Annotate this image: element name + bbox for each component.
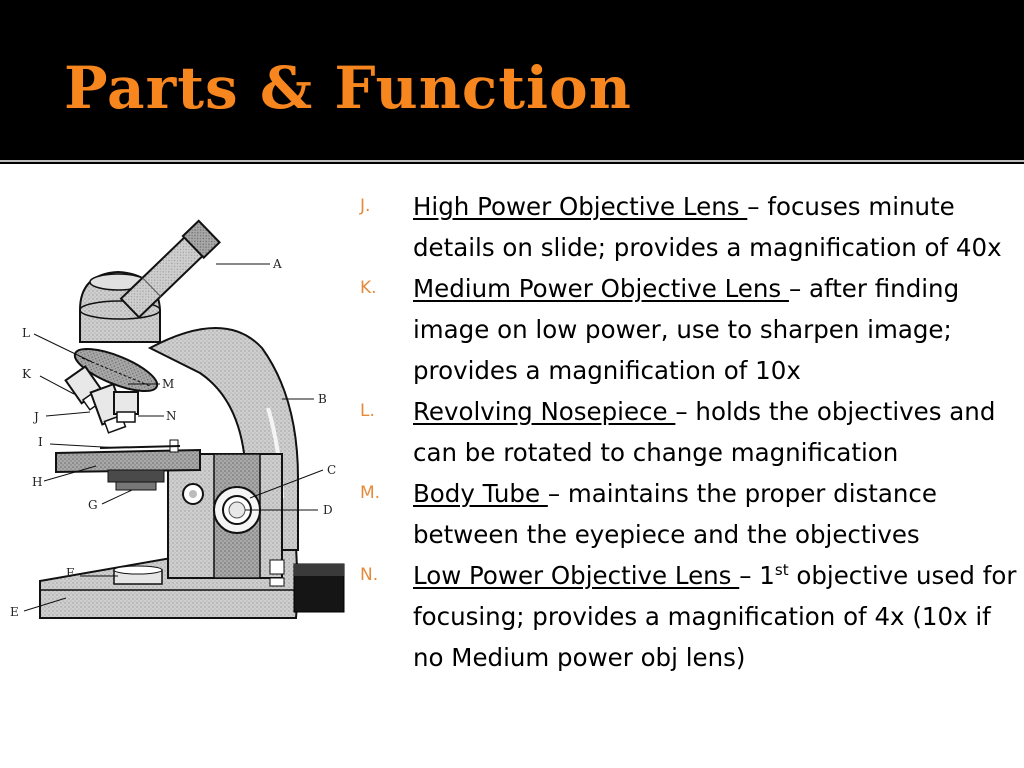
diagram-label-h: H <box>32 475 43 489</box>
diagram-label-c: C <box>327 463 337 477</box>
item-description: – holds the objectives and can be rotated to change magnification <box>413 397 996 467</box>
item-term: Body Tube <box>413 479 548 508</box>
item-description: – after finding image on low power, use to sharpen image; provides a magnification of 10x <box>413 274 960 385</box>
diagram-label-m: M <box>162 377 175 391</box>
diagram-label-l: L <box>22 326 30 340</box>
list-item <box>360 186 1020 268</box>
diagram-label-f: F <box>66 566 75 580</box>
diagram-label-g: G <box>88 498 98 512</box>
item-marker: N. <box>360 565 379 585</box>
item-description-end: objective used for focusing; provides a magnification of 4x (10x if no Medium power obj lens) <box>413 561 1017 672</box>
parts-list <box>360 186 1020 678</box>
slide-content <box>0 168 1024 768</box>
diagram-label-a: A <box>273 257 282 271</box>
diaphragm-shape <box>108 470 164 482</box>
item-marker: M. <box>360 483 381 503</box>
list-item <box>360 268 1020 391</box>
ordinal-suffix: st <box>774 560 789 579</box>
item-marker: J. <box>360 196 371 216</box>
diagram-label-k: K <box>22 367 31 381</box>
title-divider-line <box>0 160 1024 162</box>
diagram-label-b: B <box>318 392 327 406</box>
list-item <box>360 555 1020 678</box>
eyepiece-shape <box>120 221 220 319</box>
item-term: Medium Power Objective Lens <box>413 274 789 303</box>
microscope-diagram <box>0 198 360 668</box>
slide-title: Parts & Function <box>64 54 632 122</box>
diagram-label-n: N <box>166 409 177 423</box>
item-term: Low Power Objective Lens <box>413 561 740 590</box>
objective-n-shape <box>114 392 138 422</box>
item-term: High Power Objective Lens <box>413 192 748 221</box>
title-bar <box>0 0 1024 158</box>
microscope-drawing <box>0 198 360 668</box>
diagram-label-e: E <box>10 605 19 619</box>
stage-shape <box>56 450 200 472</box>
item-term: Revolving Nosepiece <box>413 397 676 426</box>
item-marker: L. <box>360 401 375 421</box>
list-item <box>360 391 1020 473</box>
item-description: – maintains the proper distance between the eyepiece and the objectives <box>413 479 937 549</box>
diagram-label-j: J <box>34 410 39 424</box>
diagram-label-d: D <box>323 503 333 517</box>
list-item <box>360 473 1020 555</box>
item-marker: K. <box>360 278 377 298</box>
diagram-label-i: I <box>38 435 43 449</box>
item-description: – focuses minute details on slide; provides a magnification of 40x <box>413 192 1002 262</box>
item-description-start: – 1 <box>739 561 775 590</box>
